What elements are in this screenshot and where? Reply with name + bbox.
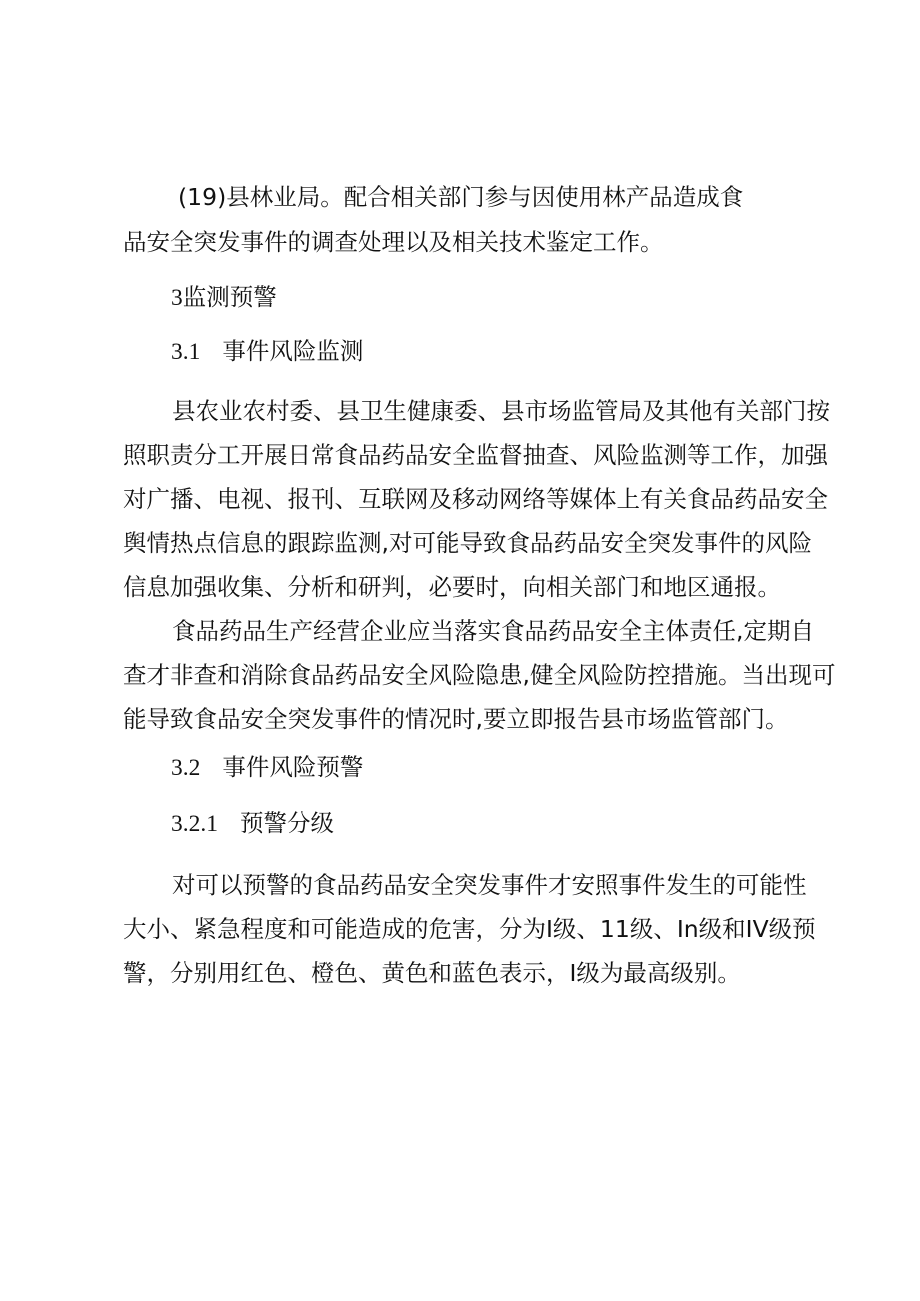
- heading-3-title: 监测预警: [182, 283, 277, 311]
- section-19-line-1: (19)县林业局。配合相关部门参与因使用林产品造成食: [178, 183, 744, 211]
- heading-3-1-number: 3.1: [171, 339, 201, 365]
- para-3-2-1-line-2: 大小、紧急程度和可能造成的危害，分为I级、11级、In级和IV级预: [123, 915, 816, 943]
- heading-3-2: [171, 752, 363, 783]
- para-3-1-b-line-2: 查才非查和消除食品药品安全风险隐患,健全风险防控措施。当出现可: [123, 661, 836, 689]
- heading-3-2-title: 事件风险预警: [222, 753, 364, 781]
- section-19-line-2: 品安全突发事件的调查处理以及相关技术鉴定工作。: [123, 228, 664, 256]
- heading-3-2-1-title: 预警分级: [240, 809, 334, 837]
- heading-3-number: 3: [171, 285, 183, 311]
- para-3-1-b-line-3: 能导致食品安全突发事件的情况时,要立即报告县市场监管部门。: [123, 705, 789, 733]
- heading-3-2-1-number: 3.2.1: [171, 811, 218, 837]
- para-3-2-1-line-1: 对可以预警的食品药品安全突发事件才安照事件发生的可能性: [172, 871, 807, 899]
- heading-3-1-title: 事件风险监测: [222, 337, 364, 365]
- para-3-1-a-line-5: 信息加强收集、分析和研判，必要时，向相关部门和地区通报。: [123, 573, 781, 601]
- para-3-1-a-line-1: 县农业农村委、县卫生健康委、县市场监管局及其他有关部门按: [172, 397, 830, 425]
- heading-3-2-1: [171, 808, 334, 839]
- heading-3-2-number: 3.2: [171, 755, 201, 781]
- para-3-1-a-line-2: 照职责分工开展日常食品药品安全监督抽查、风险监测等工作，加强: [123, 441, 828, 469]
- heading-3-1: [171, 336, 363, 367]
- para-3-1-a-line-4: 舆情热点信息的跟踪监测,对可能导致食品药品安全突发事件的风险: [123, 529, 812, 557]
- para-3-1-a-line-3: 对广播、电视、报刊、互联网及移动网络等媒体上有关食品药品安全: [123, 485, 828, 513]
- para-3-1-b-line-1: 食品药品生产经营企业应当落实食品药品安全主体责任,定期自: [172, 617, 814, 645]
- para-3-2-1-line-3: 警，分别用红色、橙色、黄色和蓝色表示，I级为最高级别。: [123, 959, 741, 987]
- heading-3: [171, 282, 277, 313]
